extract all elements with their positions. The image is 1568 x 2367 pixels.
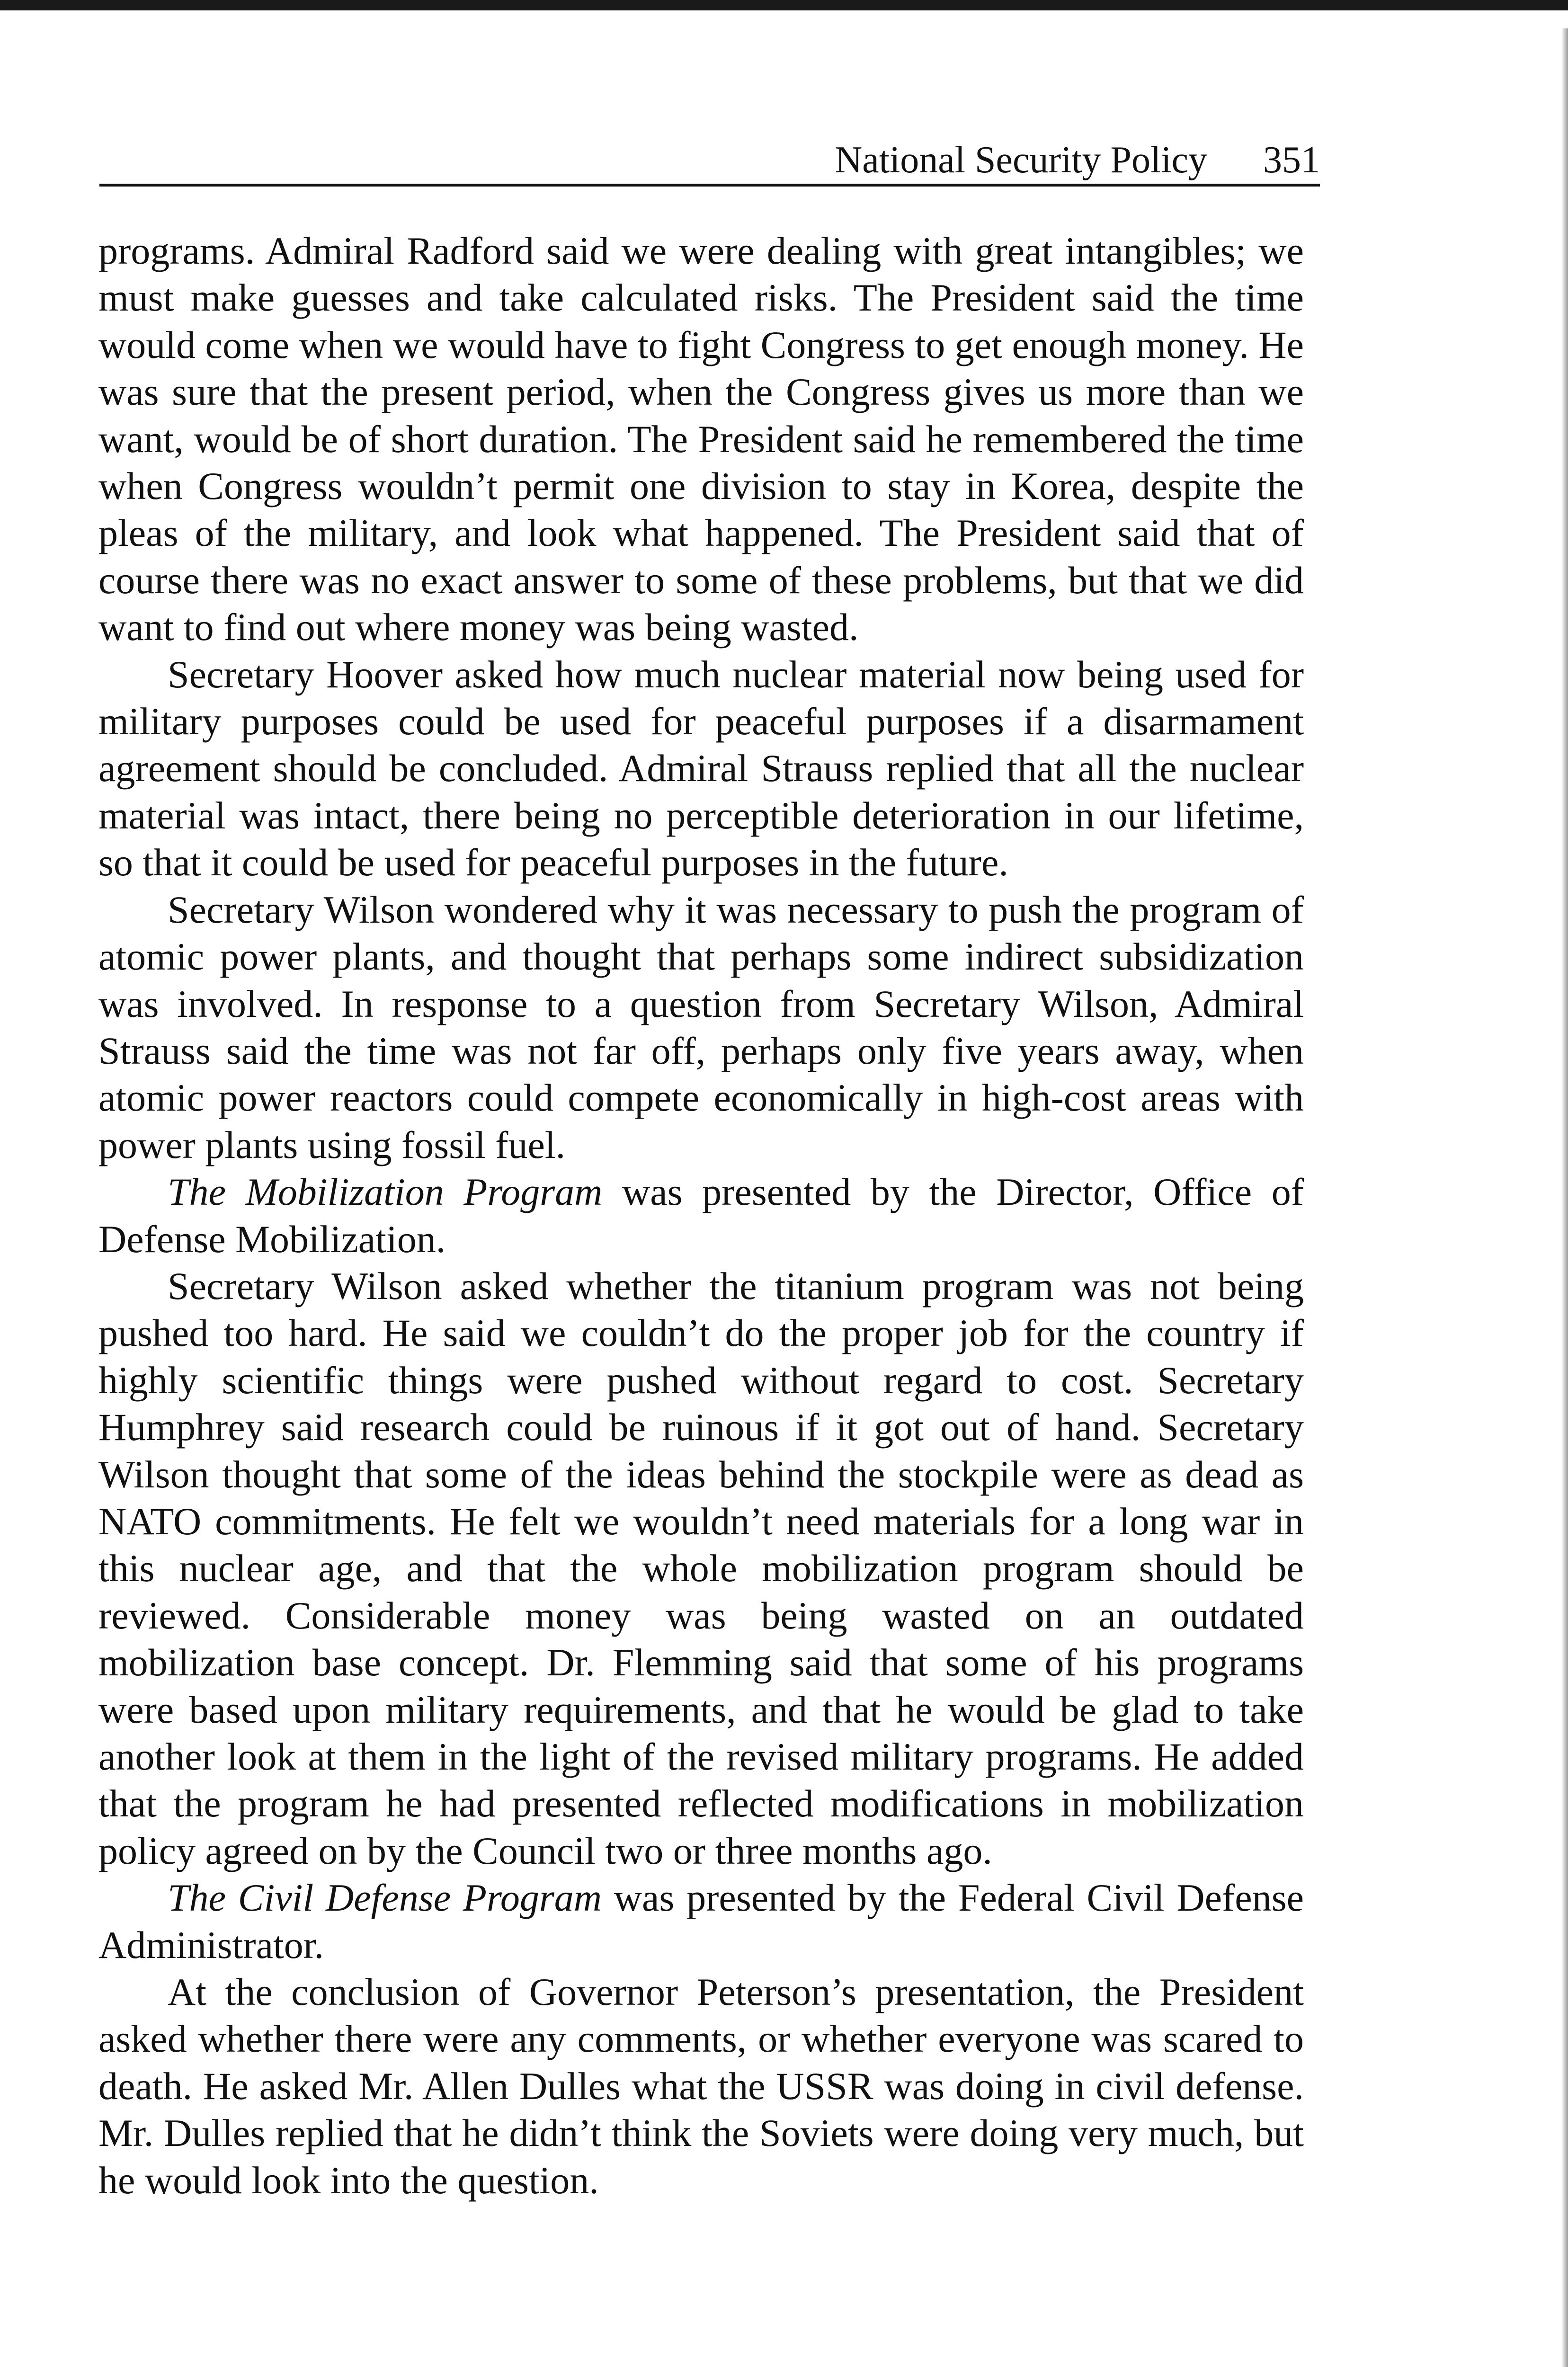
paragraph-3-text: Secretary Wilson wondered why it was necessary to push the program of atomic power plants, and thought that perhaps some indirect subsidization was involved. In response to a question from Secretary Wilson, Admiral Strauss said the time was not far off, perhaps only five years away, when atomic power reactors could compete economically in high-cost areas with power plants using fossil fuel. — [98, 888, 1304, 1166]
paragraph-7 — [98, 1968, 1304, 2204]
paragraph-1 — [98, 227, 1304, 651]
page-edge-shadow — [1561, 28, 1568, 2367]
top-edge-rule — [0, 0, 1568, 10]
paragraph-6-text: was presented by the Federal Civil Defense Administrator. — [98, 1876, 1304, 1967]
paragraph-5 — [98, 1263, 1304, 1874]
running-head-title: National Security Policy — [835, 139, 1207, 181]
program-title-civil-defense: The Civil Defense Program — [168, 1876, 602, 1920]
paragraph-3 — [98, 886, 1304, 1168]
paragraph-5-text: Secretary Wilson asked whether the titanium program was not being pushed too hard. He said we couldn’t do the proper job for the country if highly scientific things were pushed without regard to cost. Secretary Humphrey said research could be ruinous if it got out of hand. Secretary Wilson thought that some of the ideas behind the stockpile were as dead as NATO commitments. He felt we wouldn’t need materials for a long war in this nuclear age, and that the whole mobilization program should be reviewed. Considerable money was being wasted on an outdated mobilization base concept. Dr. Flemming said that some of his programs were based upon military requirements, and that he would be glad to take another look at them in the light of the revised military programs. He added that the program he had presented reflected modifications in mobilization policy agreed on by the Council two or three months ago. — [98, 1264, 1304, 1872]
body-text — [98, 227, 1304, 2204]
running-head — [99, 127, 1320, 187]
paragraph-2 — [98, 651, 1304, 886]
paragraph-2-text: Secretary Hoover asked how much nuclear material now being used for military purposes could be used for peaceful purposes if a disarmament agreement should be concluded. Admiral Strauss replied that all the nuclear material was intact, there being no perceptible deterioration in our lifetime, so that it could be used for peaceful purposes in the future. — [98, 652, 1304, 884]
paragraph-4-text: was presented by the Director, Office of Defense Mobilization. — [98, 1170, 1304, 1261]
page-number: 351 — [1263, 139, 1320, 181]
program-title-mobilization: The Mobilization Program — [168, 1170, 603, 1214]
paragraph-1-text: programs. Admiral Radford said we were dealing with great intangibles; we must make guesses and take calculated risks. The President said the time would come when we would have to fight Congress to get enough money. He was sure that the present period, when the Congress gives us more than we want, would be of short duration. The President said he remembered the time when Congress wouldn’t permit one division to stay in Korea, despite the pleas of the military, and look what happened. The President said that of course there was no exact answer to some of these problems, but that we did want to find out where money was being wasted. — [98, 229, 1304, 649]
paragraph-7-text: At the conclusion of Governor Peterson’s presentation, the President asked whether there were any comments, or whether everyone was scared to death. He asked Mr. Allen Dulles what the USSR was doing in civil defense. Mr. Dulles replied that he didn’t think the Soviets were doing very much, but he would look into the question. — [98, 1970, 1304, 2202]
paragraph-4 — [98, 1168, 1304, 1263]
paragraph-6 — [98, 1874, 1304, 1968]
